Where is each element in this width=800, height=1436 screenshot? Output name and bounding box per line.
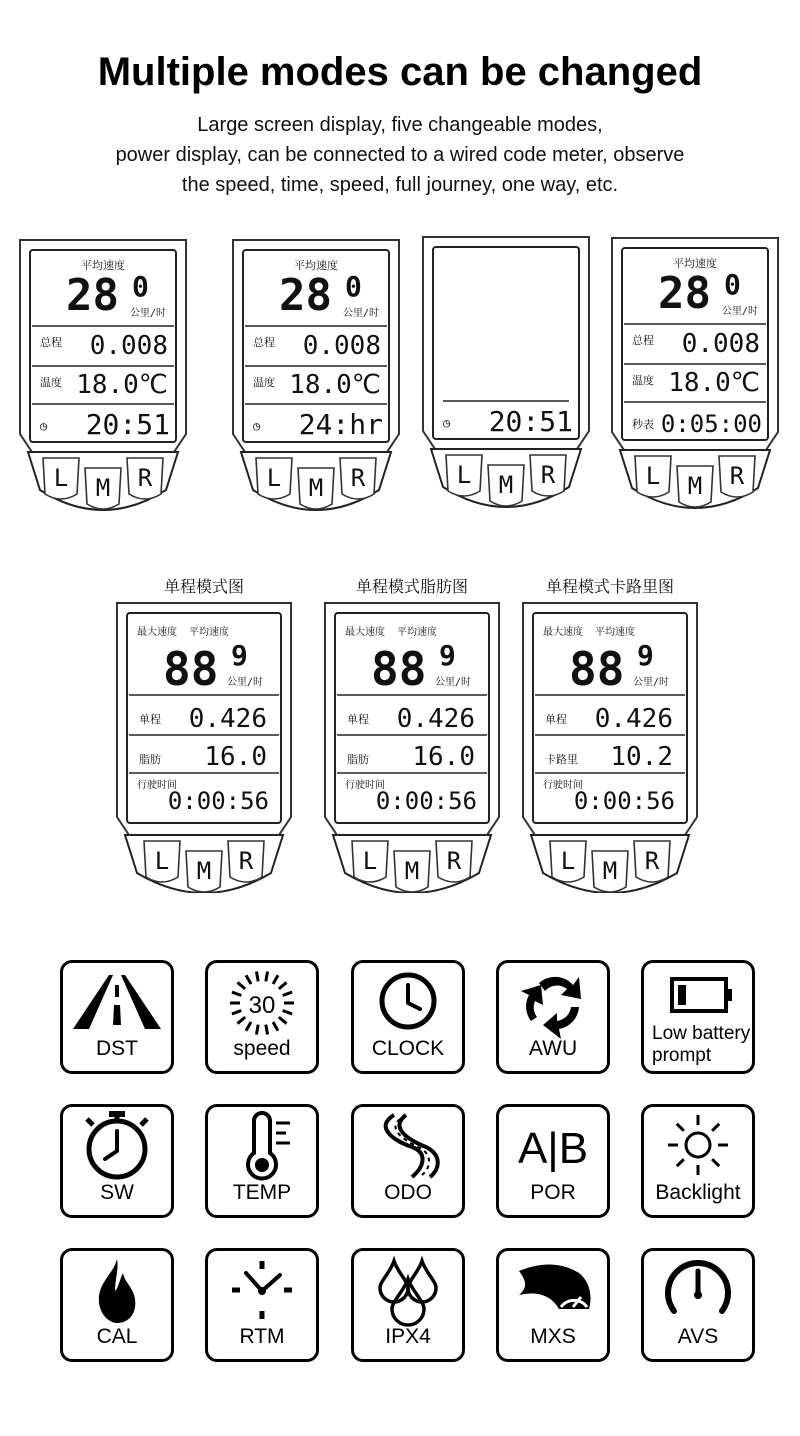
feature-awu <box>496 960 610 1074</box>
left-button[interactable] <box>635 456 671 497</box>
feature-cal <box>60 1248 174 1362</box>
left-button-label: L <box>456 461 472 489</box>
mode-button-label: M <box>308 474 324 502</box>
row1-label: 单程 <box>347 713 369 726</box>
row2-value: 18.0℃ <box>76 370 168 400</box>
row3-value: 20:51 <box>488 405 573 438</box>
mode-button-label: M <box>498 471 514 499</box>
row3-label: 行驶时间 <box>345 780 385 791</box>
right-button-label: R <box>729 462 745 490</box>
road-icon <box>73 975 161 1029</box>
row2-value: 10.2 <box>610 742 673 772</box>
avg-speed-label: 平均速度 <box>294 259 338 272</box>
feature-label: SW <box>100 1181 134 1204</box>
max-speed-label: 最大速度 <box>543 627 583 638</box>
bike-computer-single-trip-1 <box>115 573 293 893</box>
sun-icon <box>668 1115 728 1175</box>
a-b-icon <box>518 1124 588 1173</box>
subtitle-line-3: the speed, time, speed, full journey, one way, etc. <box>181 174 619 196</box>
feature-label: AVS <box>677 1325 719 1348</box>
meter-buttons <box>125 835 283 893</box>
meter-buttons <box>28 452 178 510</box>
feature-label: Backlight <box>655 1181 741 1204</box>
feature-clock <box>351 960 465 1074</box>
mode-button[interactable] <box>186 851 222 892</box>
right-button-label: R <box>137 464 153 492</box>
feature-ipx4 <box>351 1248 465 1362</box>
mode-button-label: M <box>602 857 618 885</box>
right-button-label: R <box>238 847 254 875</box>
subtitle-line-2: power display, can be connected to a wired code meter, observe <box>115 144 685 166</box>
mode-button-label: M <box>687 472 703 500</box>
left-button[interactable] <box>446 455 482 496</box>
row3-value: 0:00:56 <box>375 787 477 815</box>
row2-label: 卡路里 <box>545 753 578 766</box>
row1-label: 总程 <box>632 334 654 347</box>
flame-icon <box>99 1259 135 1323</box>
bike-computer-3 <box>421 235 591 525</box>
feature-label: IPX4 <box>385 1325 431 1348</box>
feature-backlight <box>641 1104 755 1218</box>
meter-buttons <box>431 449 581 507</box>
page-title: Multiple modes can be changed <box>97 50 703 94</box>
row2-value: 16.0 <box>204 742 267 772</box>
bike-computer-single-trip-3 <box>521 573 699 893</box>
speed-decimal: 9 <box>637 639 654 672</box>
row3-label: ◷ <box>253 419 261 433</box>
speed-unit: 公里/时 <box>435 677 472 688</box>
mode-caption: 单程模式图 <box>163 577 245 596</box>
left-button[interactable] <box>550 841 586 882</box>
avg-speed-label: 平均速度 <box>397 627 437 638</box>
mode-button[interactable] <box>677 466 713 507</box>
speed-unit: 公里/时 <box>633 677 670 688</box>
speedometer-wind-icon <box>519 1265 591 1310</box>
mode-caption: 单程模式脂肪图 <box>355 577 469 596</box>
feature-temp <box>205 1104 319 1218</box>
feature-label: AWU <box>528 1037 578 1060</box>
row2-label: 脂肪 <box>139 753 161 766</box>
row1-value: 0.008 <box>89 331 168 361</box>
row3-label: ◷ <box>443 416 451 430</box>
speed-decimal: 9 <box>439 639 456 672</box>
bike-computer-single-trip-2 <box>323 573 501 893</box>
row1-value: 0.008 <box>302 331 381 361</box>
feature-por <box>496 1104 610 1218</box>
gauge-icon <box>668 1263 728 1311</box>
feature-label: POR <box>530 1181 576 1204</box>
left-button-label: L <box>560 847 576 875</box>
feature-label: DST <box>96 1037 138 1060</box>
left-button-label: L <box>362 847 378 875</box>
speed-unit: 公里/时 <box>722 306 759 317</box>
feature-avs <box>641 1248 755 1362</box>
avg-speed-label: 平均速度 <box>673 257 717 270</box>
speed-value: 28 <box>66 270 119 321</box>
feature-label: MXS <box>530 1325 576 1348</box>
avg-speed-label: 平均速度 <box>595 627 635 638</box>
winding-road-icon <box>386 1115 438 1177</box>
row3-value: 0:00:56 <box>167 787 269 815</box>
speed-decimal: 0 <box>132 270 149 303</box>
feature-dst <box>60 960 174 1074</box>
feature-label: CAL <box>96 1325 138 1348</box>
clock-icon <box>382 975 434 1027</box>
right-button-label: R <box>350 464 366 492</box>
right-button[interactable] <box>634 841 670 882</box>
feature-label: TEMP <box>232 1181 292 1204</box>
row1-value: 0.008 <box>681 329 760 359</box>
speed-value: 88 <box>163 642 219 696</box>
feature-label: Low battery prompt <box>652 1023 751 1066</box>
right-button[interactable] <box>228 841 264 882</box>
row3-label: 行驶时间 <box>137 780 177 791</box>
speed-value: 88 <box>569 642 625 696</box>
row1-label: 单程 <box>139 713 161 726</box>
right-button[interactable] <box>436 841 472 882</box>
svg-text:A|B: A|B <box>517 1124 589 1173</box>
right-button[interactable] <box>719 456 755 497</box>
meter-buttons <box>241 452 391 510</box>
row2-label: 脂肪 <box>347 753 369 766</box>
max-speed-label: 最大速度 <box>137 627 177 638</box>
row2-value: 18.0℃ <box>668 368 760 398</box>
avg-speed-label: 平均速度 <box>189 627 229 638</box>
bike-computer-2 <box>231 238 401 528</box>
feature-label: RTM <box>239 1325 285 1348</box>
row3-value: 0:05:00 <box>660 410 762 438</box>
right-button-label: R <box>540 461 556 489</box>
feature-label: speed <box>233 1037 291 1060</box>
timer-clock-icon <box>232 1261 292 1319</box>
feature-speed <box>205 960 319 1074</box>
row2-label: 温度 <box>632 374 654 387</box>
left-button-label: L <box>154 847 170 875</box>
meter-buttons <box>620 450 770 508</box>
thermometer-icon <box>248 1113 290 1178</box>
row3-label: 行驶时间 <box>543 780 583 791</box>
row3-value: 0:00:56 <box>573 787 675 815</box>
right-button[interactable] <box>340 458 376 499</box>
feature-low-battery-prompt <box>641 960 755 1074</box>
right-button-label: R <box>644 847 660 875</box>
feature-label: ODO <box>384 1181 432 1204</box>
mode-button[interactable] <box>592 851 628 892</box>
speed-unit: 公里/时 <box>130 308 167 319</box>
speed-decimal: 9 <box>231 639 248 672</box>
water-drops-icon <box>380 1261 436 1325</box>
row2-value: 18.0℃ <box>289 370 381 400</box>
mode-button-label: M <box>196 857 212 885</box>
row3-value: 24:hr <box>298 408 383 441</box>
left-button-label: L <box>266 464 282 492</box>
feature-label: CLOCK <box>371 1037 445 1060</box>
left-button[interactable] <box>256 458 292 499</box>
row2-label: 温度 <box>253 376 275 389</box>
left-button[interactable] <box>144 841 180 882</box>
row1-label: 单程 <box>545 713 567 726</box>
speed-value: 28 <box>279 270 332 321</box>
speed-unit: 公里/时 <box>227 677 264 688</box>
left-button-label: L <box>53 464 69 492</box>
row1-value: 0.426 <box>594 704 673 734</box>
row1-value: 0.426 <box>188 704 267 734</box>
speed-value: 88 <box>371 642 427 696</box>
speed-unit: 公里/时 <box>343 308 380 319</box>
mode-caption: 单程模式卡路里图 <box>545 577 675 596</box>
row1-value: 0.426 <box>396 704 475 734</box>
battery-low-icon <box>672 979 732 1011</box>
svg-text:30: 30 <box>248 992 276 1019</box>
subtitle-line-1: Large screen display, five changeable modes, <box>197 114 603 136</box>
row2-value: 16.0 <box>412 742 475 772</box>
mode-button-label: M <box>404 857 420 885</box>
speed-decimal: 0 <box>724 268 741 301</box>
left-button[interactable] <box>352 841 388 882</box>
avg-speed-label: 平均速度 <box>81 259 125 272</box>
speed-30-icon <box>230 971 294 1034</box>
bike-computer-4 <box>610 236 780 526</box>
left-button-label: L <box>645 462 661 490</box>
stopwatch-icon <box>87 1111 147 1177</box>
max-speed-label: 最大速度 <box>345 627 385 638</box>
right-button[interactable] <box>530 455 566 496</box>
mode-button-label: M <box>95 474 111 502</box>
meter-buttons <box>333 835 491 893</box>
speed-value: 28 <box>658 268 711 319</box>
mode-button[interactable] <box>394 851 430 892</box>
left-button[interactable] <box>43 458 79 499</box>
feature-odo <box>351 1104 465 1218</box>
right-button-label: R <box>446 847 462 875</box>
feature-mxs <box>496 1248 610 1362</box>
mode-button[interactable] <box>298 468 334 509</box>
row1-label: 总程 <box>253 336 275 349</box>
mode-button[interactable] <box>488 465 524 506</box>
row3-label: ◷ <box>40 419 48 433</box>
meter-buttons <box>531 835 689 893</box>
recycle-arrows-icon <box>521 977 581 1039</box>
row3-label: 秒表 <box>632 418 654 431</box>
mode-button[interactable] <box>85 468 121 509</box>
feature-sw <box>60 1104 174 1218</box>
bike-computer-1 <box>18 238 188 528</box>
row2-label: 温度 <box>40 376 62 389</box>
row3-value: 20:51 <box>85 408 170 441</box>
row1-label: 总程 <box>40 336 62 349</box>
right-button[interactable] <box>127 458 163 499</box>
speed-decimal: 0 <box>345 270 362 303</box>
feature-rtm <box>205 1248 319 1362</box>
